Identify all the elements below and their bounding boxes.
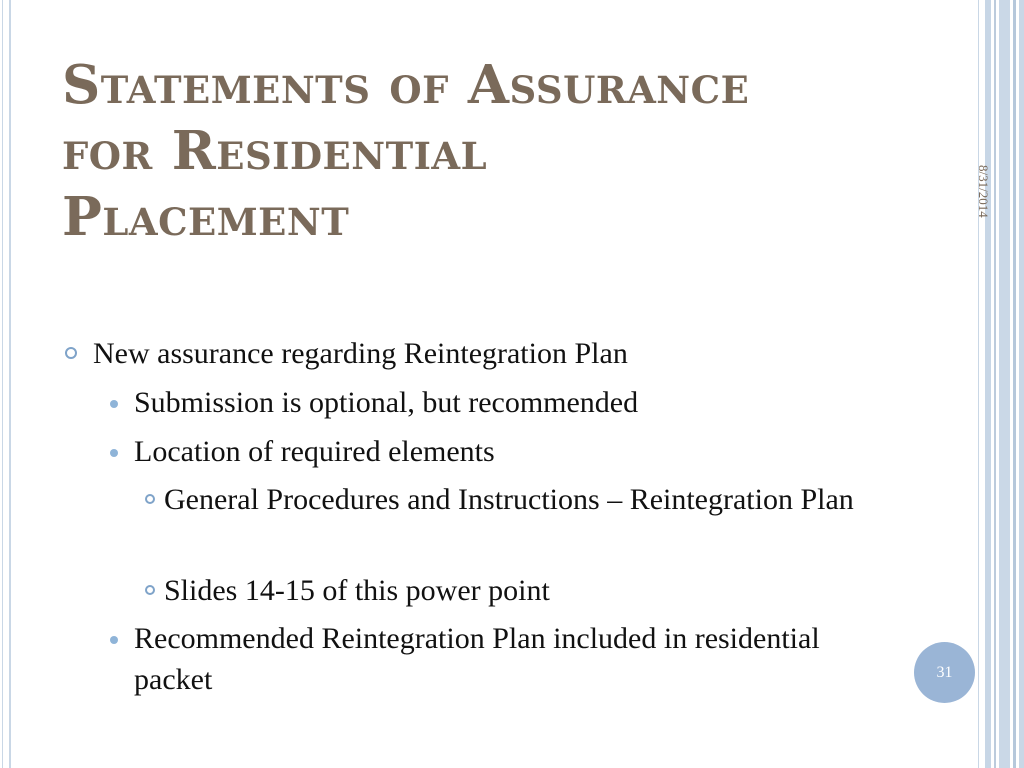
- right-stripe: [999, 0, 1010, 768]
- right-stripe: [985, 0, 991, 768]
- right-stripe: [1013, 0, 1016, 768]
- page-number-badge: 31: [914, 642, 975, 703]
- bullet-level1: New assurance regarding Reintegration Plan: [93, 337, 628, 370]
- right-stripe: [1019, 0, 1024, 768]
- right-stripe: [994, 0, 996, 768]
- filled-circle-bullet-icon: [110, 449, 118, 457]
- bullet-level2: Submission is optional, but recommended: [134, 386, 639, 419]
- title-line: for Residential: [62, 120, 488, 182]
- hollow-circle-bullet-icon: [145, 494, 155, 504]
- left-border-line: [9, 0, 11, 768]
- slide-title: [62, 52, 922, 250]
- bullet-level2: Location of required elements: [134, 435, 495, 468]
- filled-circle-bullet-icon: [110, 636, 118, 644]
- title-line: Statements of Assurance: [62, 54, 750, 116]
- bullet-level3: General Procedures and Instructions – Reintegration Plan: [164, 483, 854, 516]
- hollow-circle-bullet-icon: [145, 585, 155, 595]
- title-line: Placement: [62, 186, 350, 248]
- bullet-level2: Recommended Reintegration Plan included in residential packet: [134, 622, 820, 696]
- hollow-circle-bullet-icon: [65, 347, 77, 359]
- filled-circle-bullet-icon: [110, 400, 118, 408]
- left-border-line: [2, 0, 3, 768]
- right-stripe: [978, 0, 979, 768]
- bullet-level3: Slides 14-15 of this power point: [164, 574, 550, 607]
- slide-date: 8/31/2014: [976, 165, 991, 218]
